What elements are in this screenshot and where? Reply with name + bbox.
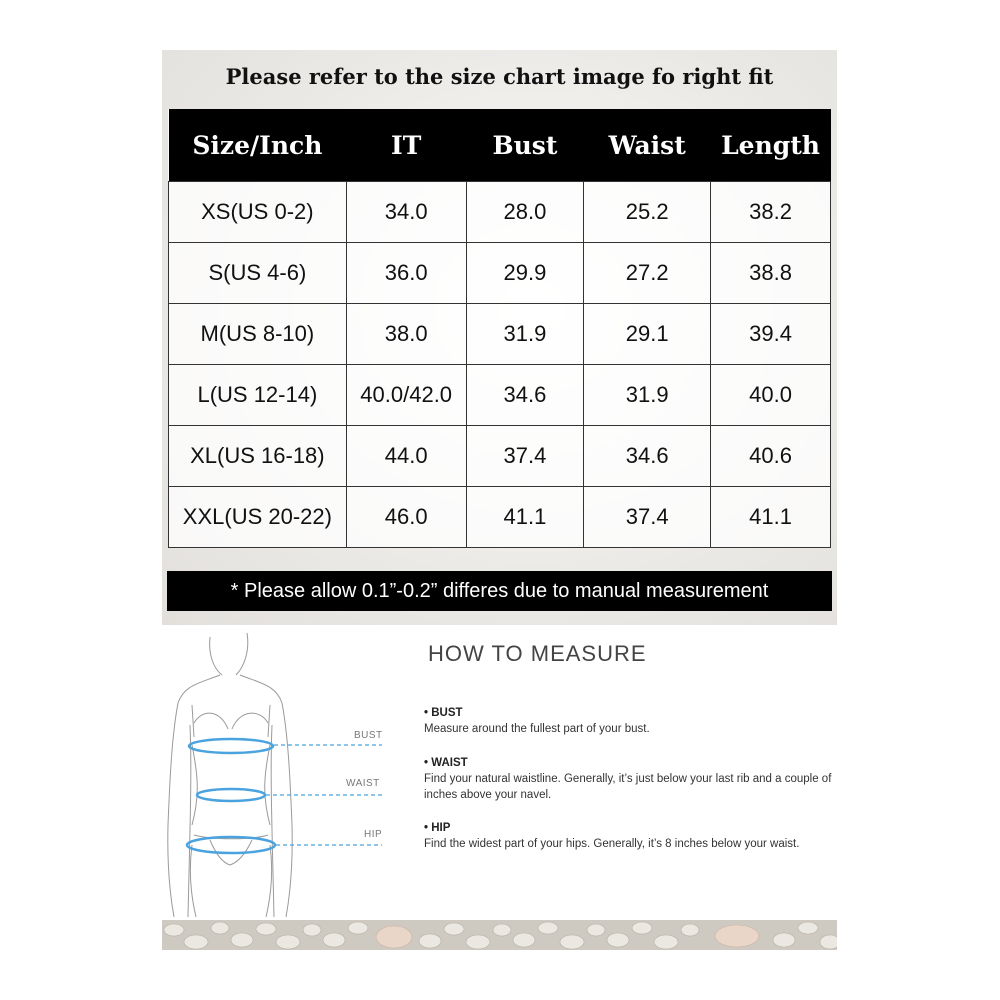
cell-waist: 34.6 [584,426,711,487]
cell-bust: 29.9 [466,243,584,304]
cell-length: 39.4 [711,304,831,365]
cell-length: 38.2 [711,182,831,243]
cell-bust: 37.4 [466,426,584,487]
size-table [168,109,831,548]
cell-length: 40.0 [711,365,831,426]
cell-it: 38.0 [346,304,466,365]
label-bust: BUST [354,730,383,741]
measure-item-text: Find the widest part of your hips. Generally, it’s 8 inches below your waist. [424,838,800,850]
cell-waist: 25.2 [584,182,711,243]
measure-item-text: Measure around the fullest part of your bust. [424,723,650,735]
cell-bust: 41.1 [466,487,584,548]
table-row [169,487,831,548]
cell-length: 40.6 [711,426,831,487]
table-row [169,365,831,426]
cell-waist: 37.4 [584,487,711,548]
header-it: IT [346,109,466,182]
size-chart-card [162,50,837,950]
header-waist: Waist [584,109,711,182]
cell-size: XS(US 0-2) [169,182,347,243]
measure-item-heading: • BUST [424,707,463,719]
cell-waist: 29.1 [584,304,711,365]
measure-title: HOW TO MEASURE [428,641,647,666]
cell-waist: 27.2 [584,243,711,304]
label-hip: HIP [364,829,383,840]
cell-it: 34.0 [346,182,466,243]
header-size: Size/Inch [169,109,347,182]
label-waist: WAIST [346,778,380,789]
cell-size: L(US 12-14) [169,365,347,426]
measure-item-text: Find your natural waistline. Generally, it’s just below your last rib and a couple of inches above your navel. [424,773,832,801]
cell-it: 40.0/42.0 [346,365,466,426]
cell-bust: 34.6 [466,365,584,426]
measure-item-heading: • HIP [424,822,451,834]
table-header-row [169,109,831,182]
cell-waist: 31.9 [584,365,711,426]
header-length: Length [711,109,831,182]
header-bust: Bust [466,109,584,182]
body-figure-illustration [162,625,422,920]
chart-headline: Please refer to the size chart image fo right fit [225,64,774,89]
cell-size: S(US 4-6) [169,243,347,304]
cell-size: XL(US 16-18) [169,426,347,487]
cell-size: XXL(US 20-22) [169,487,347,548]
cell-it: 46.0 [346,487,466,548]
cell-it: 36.0 [346,243,466,304]
cell-length: 38.8 [711,243,831,304]
table-row [169,182,831,243]
measure-item-waist [424,755,834,803]
measure-item-hip [424,820,834,852]
pebble-strip-photo [162,920,837,950]
cell-bust: 28.0 [466,182,584,243]
measurement-note: * Please allow 0.1”-0.2” differes due to manual measurement [167,571,832,611]
table-row [169,426,831,487]
table-row [169,304,831,365]
cell-length: 41.1 [711,487,831,548]
cell-it: 44.0 [346,426,466,487]
measure-item-heading: • WAIST [424,757,468,769]
cell-size: M(US 8-10) [169,304,347,365]
how-to-measure-section [162,625,837,920]
table-row [169,243,831,304]
cell-bust: 31.9 [466,304,584,365]
measure-item-bust [424,705,834,737]
